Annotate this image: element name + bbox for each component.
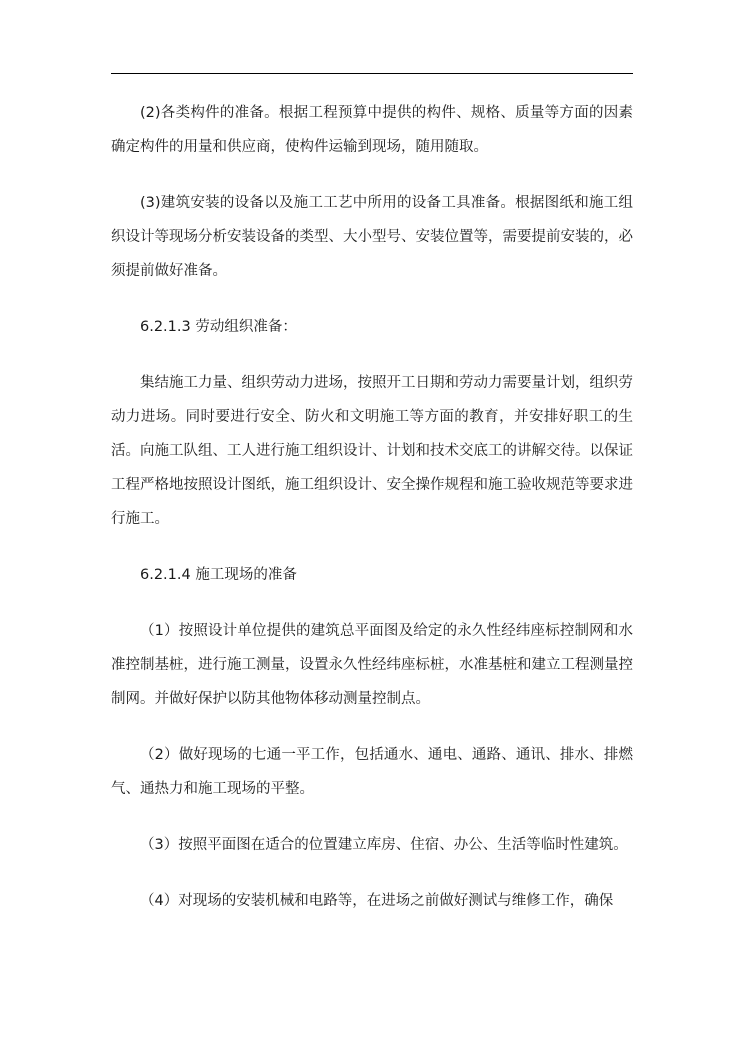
paragraph-equipment-prep: (3)建筑安装的设备以及施工工艺中所用的设备工具准备。根据图纸和施工组织设计等现场分析安装设备的类型、大小型号、安装位置等，需要提前安装的，必须提前做好准备。 xyxy=(111,195,633,279)
document-body xyxy=(111,96,633,940)
paragraph-component-prep: (2)各类构件的准备。根据工程预算中提供的构件、规格、质量等方面的因素确定构件的用量和供应商，使构件运输到现场，随用随取。 xyxy=(111,105,633,155)
paragraph-labor-organization: 集结施工力量、组织劳动力进场，按照开工日期和劳动力需要量计划，组织劳动力进场。同时要进行安全、防火和文明施工等方面的教育，并安排好职工的生活。向施工队组、工人进行施工组织设计、计划和技术交底工的讲解交待。以保证工程严格地按照设计图纸，施工组织设计、安全操作规程和施工验收规范等要求进行施工。 xyxy=(111,375,633,527)
paragraph-machinery-testing: （4）对现场的安装机械和电路等，在进场之前做好测试与维修工作，确保 xyxy=(140,893,614,909)
paragraph-temporary-buildings: （3）按照平面图在适合的位置建立库房、住宿、办公、生活等临时性建筑。 xyxy=(140,837,628,853)
paragraph-site-utilities: （2）做好现场的七通一平工作，包括通水、通电、通路、通讯、排水、排燃气、通热力和施工现场的平整。 xyxy=(111,747,633,797)
header-rule xyxy=(111,73,633,74)
section-heading-labor: 6.2.1.3 劳动组织准备： xyxy=(140,319,297,335)
paragraph-site-survey: （1）按照设计单位提供的建筑总平面图及给定的永久性经纬座标控制网和水准控制基桩，进行施工测量，设置永久性经纬座标桩，水准基桩和建立工程测量控制网。并做好保护以防其他物体移动测量控制点。 xyxy=(111,623,633,707)
section-heading-site: 6.2.1.4 施工现场的准备 xyxy=(140,567,297,583)
